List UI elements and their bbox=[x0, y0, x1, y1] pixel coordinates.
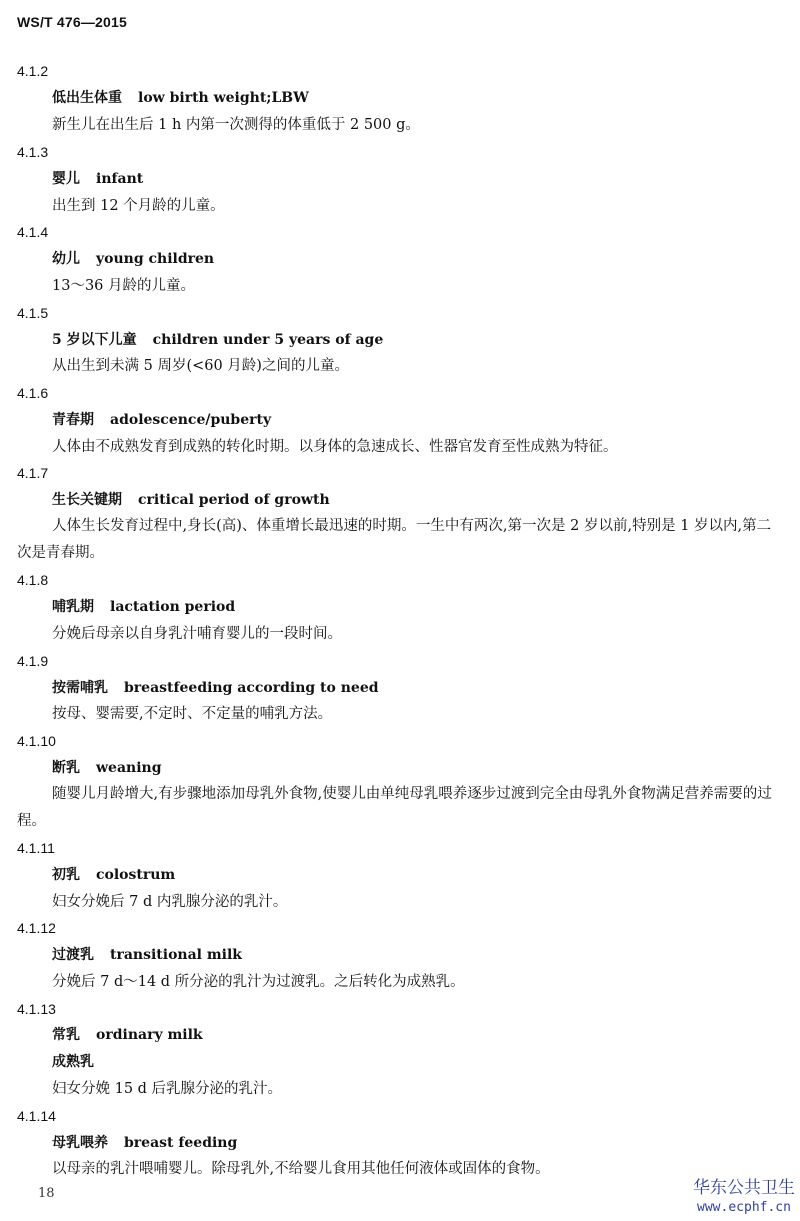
term-heading bbox=[52, 946, 242, 964]
term-definition: 妇女分娩后 7 d 内乳腺分泌的乳汁。 bbox=[52, 894, 288, 910]
term-en: breast feeding bbox=[124, 1135, 238, 1151]
term-definition: 以母亲的乳汁喂哺婴儿。除母乳外,不给婴儿食用其他任何液体或固体的食物。 bbox=[52, 1161, 550, 1177]
term-zh: 初乳 bbox=[52, 867, 80, 883]
term-en: children under 5 years of age bbox=[152, 332, 384, 348]
term-zh: 低出生体重 bbox=[52, 90, 122, 106]
site-watermark bbox=[688, 1177, 800, 1217]
entry-number: 4.1.12 bbox=[17, 920, 56, 936]
term-heading bbox=[52, 331, 383, 349]
term-heading bbox=[52, 598, 235, 616]
term-definition: 13～36 月龄的儿童。 bbox=[52, 278, 196, 294]
standard-number-header: WS/T 476—2015 bbox=[17, 14, 127, 30]
entry-number: 4.1.5 bbox=[17, 305, 49, 321]
entry-number: 4.1.4 bbox=[17, 224, 49, 240]
page-number: 18 bbox=[38, 1186, 55, 1201]
term-definition: 妇女分娩 15 d 后乳腺分泌的乳汁。 bbox=[52, 1081, 283, 1097]
term-heading bbox=[52, 759, 162, 777]
term-definition: 新生儿在出生后 1 h 内第一次测得的体重低于 2 500 g。 bbox=[52, 117, 420, 133]
term-zh: 断乳 bbox=[52, 760, 80, 776]
term-en: young children bbox=[96, 251, 215, 267]
term-heading bbox=[52, 491, 330, 509]
term-en: breastfeeding according to need bbox=[124, 680, 379, 696]
entry-number: 4.1.2 bbox=[17, 63, 49, 79]
term-definition: 分娩后 7 d～14 d 所分泌的乳汁为过渡乳。之后转化为成熟乳。 bbox=[52, 974, 465, 990]
term-definition: 人体由不成熟发育到成熟的转化时期。以身体的急速成长、性器官发育至性成熟为特征。 bbox=[52, 439, 618, 455]
entry-number: 4.1.13 bbox=[17, 1001, 56, 1017]
term-en: ordinary milk bbox=[96, 1027, 203, 1043]
term-definition: 按母、婴需要,不定时、不定量的哺乳方法。 bbox=[52, 706, 333, 722]
term-synonym: 成熟乳 bbox=[52, 1054, 94, 1070]
term-heading bbox=[52, 1134, 237, 1152]
term-zh: 幼儿 bbox=[52, 251, 80, 267]
term-definition: 随婴儿月龄增大,有步骤地添加母乳外食物,使婴儿由单纯母乳喂养逐步过渡到完全由母乳外食物满足营养需要的过程。 bbox=[17, 786, 772, 829]
term-en: lactation period bbox=[110, 599, 236, 615]
term-definition: 人体生长发育过程中,身长(高)、体重增长最迅速的时期。一生中有两次,第一次是 2 岁以前,特别是 1 岁以内,第二次是青春期。 bbox=[17, 518, 772, 561]
term-zh: 生长关键期 bbox=[52, 492, 122, 508]
term-zh: 婴儿 bbox=[52, 171, 80, 187]
term-heading bbox=[52, 679, 379, 697]
term-heading bbox=[52, 866, 175, 884]
entry-number: 4.1.14 bbox=[17, 1108, 56, 1124]
term-definition: 出生到 12 个月龄的儿童。 bbox=[52, 198, 225, 214]
term-en: colostrum bbox=[96, 867, 176, 883]
term-zh: 哺乳期 bbox=[52, 599, 94, 615]
entry-number: 4.1.9 bbox=[17, 653, 49, 669]
watermark-name: 华东公共卫生 bbox=[693, 1178, 795, 1198]
term-en: critical period of growth bbox=[138, 492, 330, 508]
term-definition: 从出生到未满 5 周岁(<60 月龄)之间的儿童。 bbox=[52, 358, 349, 374]
term-en: adolescence/puberty bbox=[110, 412, 272, 428]
entry-number: 4.1.11 bbox=[17, 840, 55, 856]
term-en: low birth weight;LBW bbox=[138, 90, 309, 106]
term-heading bbox=[52, 89, 309, 107]
term-zh: 5 岁以下儿童 bbox=[52, 332, 137, 348]
term-heading bbox=[52, 170, 143, 188]
term-en: infant bbox=[96, 171, 144, 187]
term-en: transitional milk bbox=[110, 947, 243, 963]
term-definition: 分娩后母亲以自身乳汁哺育婴儿的一段时间。 bbox=[52, 626, 342, 642]
term-heading bbox=[52, 1026, 203, 1044]
term-zh: 常乳 bbox=[52, 1027, 80, 1043]
entry-number: 4.1.6 bbox=[17, 385, 49, 401]
term-zh: 母乳喂养 bbox=[52, 1135, 108, 1151]
entry-number: 4.1.8 bbox=[17, 572, 49, 588]
term-zh: 青春期 bbox=[52, 412, 94, 428]
entry-number: 4.1.3 bbox=[17, 144, 49, 160]
term-zh: 过渡乳 bbox=[52, 947, 94, 963]
entry-number: 4.1.10 bbox=[17, 733, 56, 749]
term-heading bbox=[52, 411, 271, 429]
term-heading bbox=[52, 250, 214, 268]
watermark-url: www.ecphf.cn bbox=[697, 1200, 791, 1215]
term-en: weaning bbox=[96, 760, 162, 776]
term-zh: 按需哺乳 bbox=[52, 680, 108, 696]
entry-number: 4.1.7 bbox=[17, 465, 49, 481]
